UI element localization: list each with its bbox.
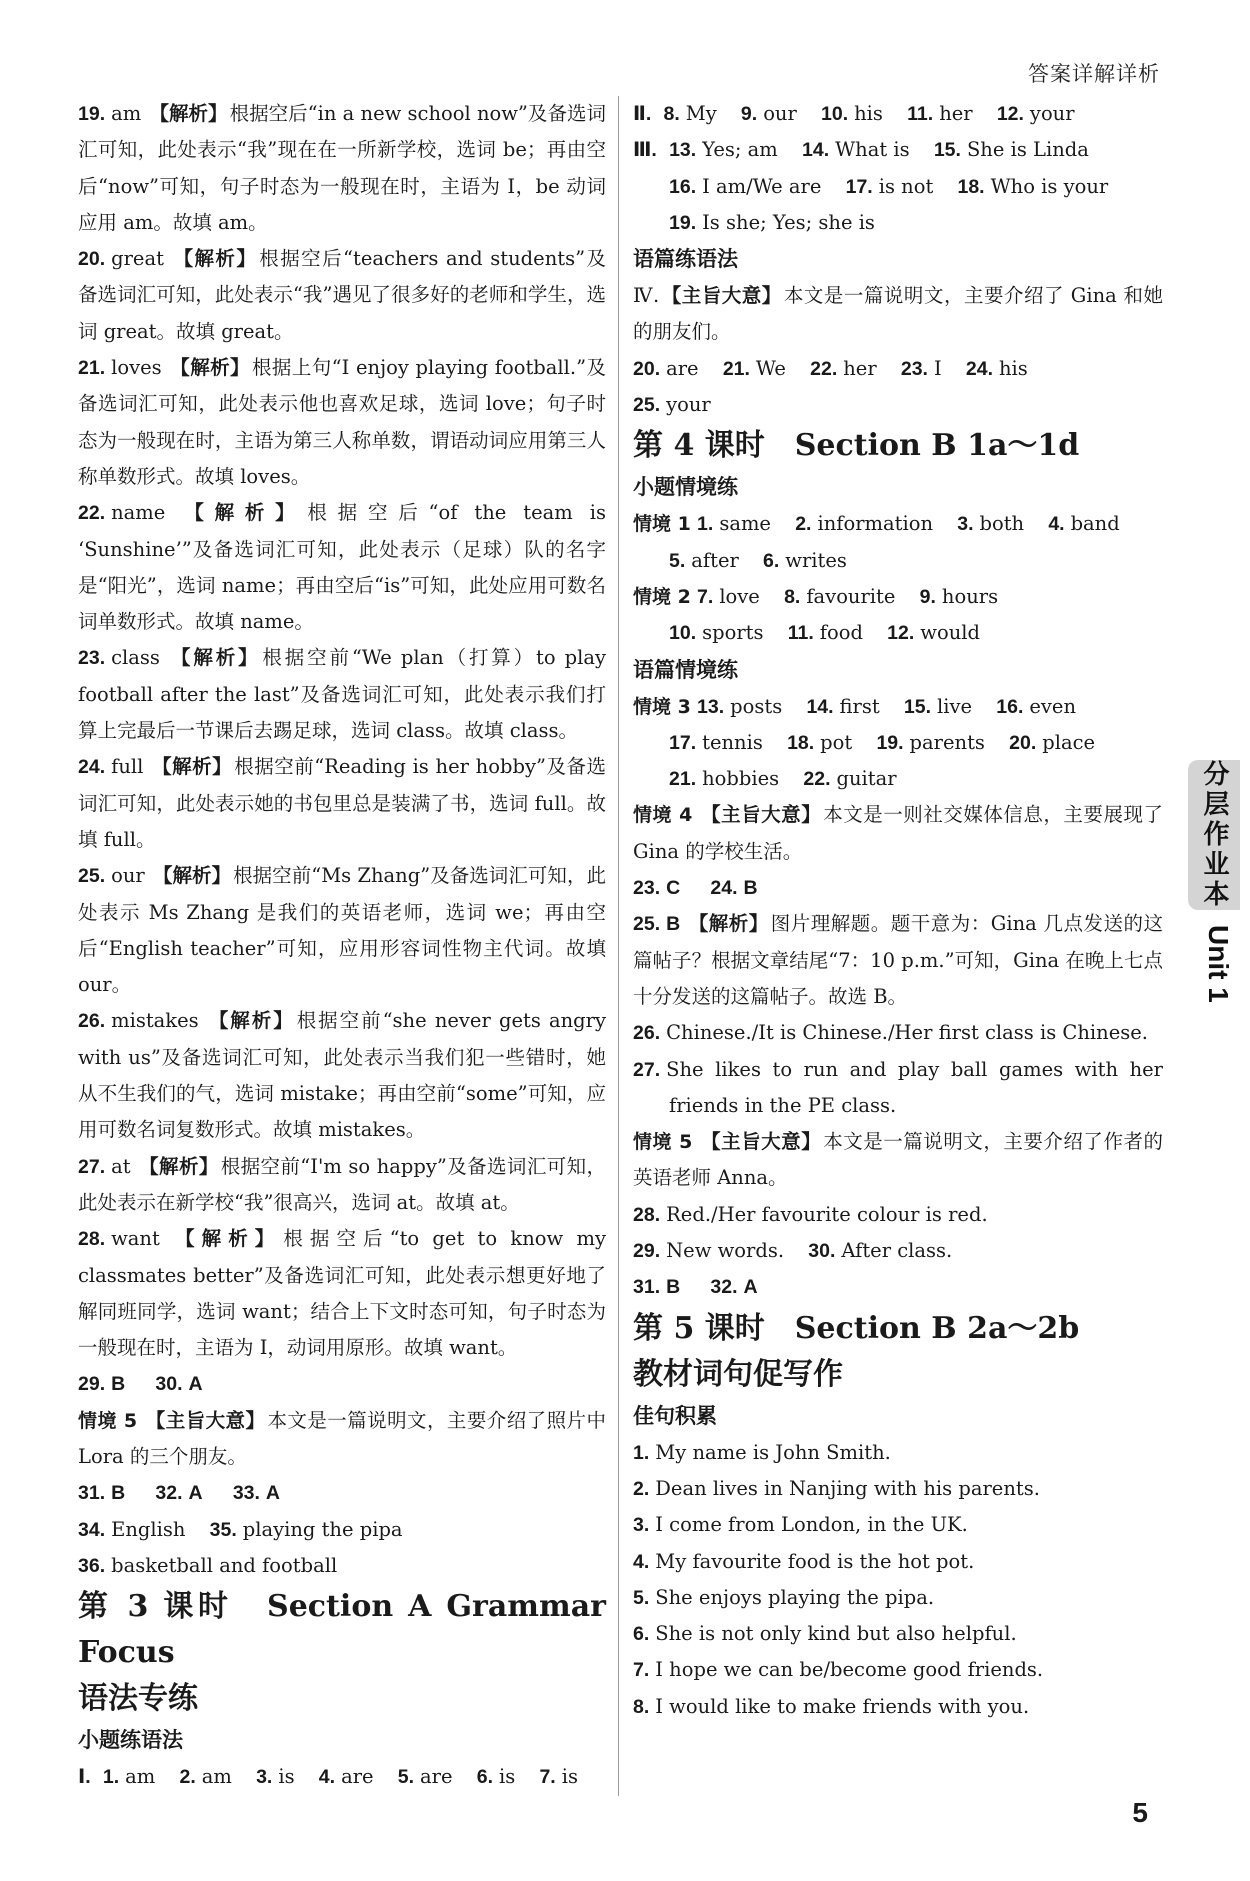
answer-27-scene: 27. She likes to run and play ball games with her friends in the PE class. xyxy=(633,1057,1163,1117)
sentence-2: 2. Dean lives in Nanjing with his parents. xyxy=(633,1476,1040,1500)
answer-26: 26. mistakes 【解析】 根据空前“she never gets angry with us”及备选词汇可知，此处表示当我们犯一些错时，她从不生我们的气，选词 mistake；再由空前“some”可知，应用可数名词复数形式。故填 mistakes。 xyxy=(78,1009,606,1142)
scene-3-line-1: 情境 3 13. posts 14. first 15. live 16. even xyxy=(633,694,1077,718)
roman-4-summary: Ⅳ. 【主旨大意】 本文是一篇说明文，主要介绍了 Gina 和她的朋友们。 xyxy=(633,284,1163,344)
sentence-6: 6. She is not only kind but also helpful. xyxy=(633,1622,1017,1646)
answer-25-grammar: 25. your xyxy=(633,393,711,417)
roman-3-answers-line-1: Ⅲ. 13. Yes; am 14. What is 15. She is Linda xyxy=(633,138,1089,162)
roman-1-answers: Ⅰ. 1. am 2. am 3. is 4. are 5. are 6. is 7. is xyxy=(78,1765,578,1789)
page-number: 5 xyxy=(1132,1797,1148,1828)
scene-2-line-2: 10. sports 11. food 12. would xyxy=(669,621,980,645)
answer-28: 28. want 【解析】 根据空后“to get to know my classmates better”及备选词汇可知，此处表示想更好地了解同班同学，选词 want；结合上下文时态可知，句子时态为一般现在时，主语为 I，动词用原形。故填 want。 xyxy=(78,1227,606,1360)
answers-29-30: 29. B 30. A xyxy=(78,1373,203,1396)
answers-20-24: 20. are 21. We 22. her 23. I 24. his xyxy=(633,356,1028,380)
sentence-4: 4. My favourite food is the hot pot. xyxy=(633,1549,975,1573)
sentence-8: 8. I would like to make friends with you. xyxy=(633,1694,1030,1718)
side-tab-layered-homework: 分层作业本 xyxy=(1188,760,1240,910)
roman-3-answers-line-2: 16. I am/We are 17. is not 18. Who is your xyxy=(669,174,1109,198)
right-column xyxy=(633,96,1163,1725)
scene-5-right-summary: 情境 5 【主旨大意】 本文是一篇说明文，主要介绍了作者的英语老师 Anna。 xyxy=(633,1130,1163,1190)
answer-27: 27. at 【解析】 根据空前“I'm so happy”及备选词汇可知，此处表示在新学校“我”很高兴，选词 at。故填 at。 xyxy=(78,1154,606,1214)
passage-grammar-heading: 语篇练语法 xyxy=(633,247,738,272)
column-divider xyxy=(618,96,619,1796)
answers-31-33: 31. B 32. A 33. A xyxy=(78,1482,281,1505)
answers-31-32-scene: 31. B 32. A xyxy=(633,1276,758,1299)
scene-4-summary: 情境 4 【主旨大意】 本文是一则社交媒体信息，主要展现了 Gina 的学校生活。 xyxy=(633,803,1163,863)
passage-scene-heading: 语篇情境练 xyxy=(633,657,738,682)
answers-29-30-scene: 29. New words. 30. After class. xyxy=(633,1239,953,1263)
answer-22: 22. name 【解析】 根据空后“of the team is ‘Sunshine’”及备选词汇可知，此处表示（足球）队的名字是“阳光”，选词 name；再由空后“is”可知，此处应用可数名词单数形式。故填 name。 xyxy=(78,501,606,634)
roman-3-answers-line-3: 19. Is she; Yes; she is xyxy=(669,210,875,234)
sentence-3: 3. I come from London, in the UK. xyxy=(633,1513,968,1537)
scene-3-line-2: 17. tennis 18. pot 19. parents 20. place xyxy=(669,730,1096,754)
answers-23-24: 23. C 24. B xyxy=(633,877,758,900)
answer-28-scene: 28. Red./Her favourite colour is red. xyxy=(633,1202,988,1226)
scene-2-line-1: 情境 2 7. love 8. favourite 9. hours xyxy=(633,584,999,608)
grammar-exercise-heading: 小题练语法 xyxy=(78,1728,183,1753)
lesson-4-title: 第 4 课时 Section B 1a～1d xyxy=(633,428,1080,464)
sentence-5: 5. She enjoys playing the pipa. xyxy=(633,1585,935,1609)
answer-25-scene: 25. B 【解析】 图片理解题。题干意为：Gina 几点发送的这篇帖子？根据文章结尾“7：10 p.m.”可知，Gina 在晚上七点十分发送的这篇帖子。故选 B。 xyxy=(633,912,1163,1008)
scene-3-line-3: 21. hobbies 22. guitar xyxy=(669,767,897,791)
roman-2-answers: Ⅱ. 8. My 9. our 10. his 11. her 12. your xyxy=(633,102,1075,125)
left-column xyxy=(78,96,606,1795)
side-unit-label: Unit 1 xyxy=(1203,925,1234,1003)
answer-20: 20. great 【解析】 根据空后“teachers and students”及备选词汇可知，此处表示“我”遇见了很多好的老师和学生，选词 great。故填 great。 xyxy=(78,247,606,343)
answer-24: 24. full 【解析】 根据空前“Reading is her hobby”及备选词汇可知，此处表示她的书包里总是装满了书，选词 full。故填 full。 xyxy=(78,755,606,851)
answer-25: 25. our 【解析】 根据空前“Ms Zhang”及备选词汇可知，此处表示 Ms Zhang 是我们的英语老师，选词 we；再由空后“English teacher”可知，应用形容词性物主代词。故填 our。 xyxy=(78,864,606,997)
answer-21: 21. loves 【解析】 根据上句“I enjoy playing football.”及备选词汇可知，此处表示他也喜欢足球，选词 love；句子时态为一般现在时，主语为第三人称单数，谓语动词应用第三人称单数形式。故填 loves。 xyxy=(78,356,606,488)
scene-1-line-2: 5. after 6. writes xyxy=(669,548,847,572)
small-scene-heading: 小题情境练 xyxy=(633,475,738,500)
answer-36: 36. basketball and football xyxy=(78,1553,338,1577)
page-header-title: 答案详解详析 xyxy=(1028,62,1160,86)
answer-23: 23. class 【解析】 根据空前“We plan（打算）to play football after the last”及备选词汇可知，此处表示我们打算上完最后一节课后去踢足球，选词 class。故填 class。 xyxy=(78,646,606,743)
scene-5-summary: 情境 5 【主旨大意】 本文是一篇说明文，主要介绍了照片中 Lora 的三个朋友。 xyxy=(78,1408,606,1468)
lesson-3-title: 第 3 课时 Section A Grammar Focus xyxy=(78,1589,606,1671)
lesson-5-title: 第 5 课时 Section B 2a～2b xyxy=(633,1310,1080,1346)
answers-34-35: 34. English 35. playing the pipa xyxy=(78,1517,403,1541)
answer-19: 19. am 【解析】 根据空后“in a new school now”及备选词汇可知，此处表示“我”现在在一所新学校，选词 be；再由空后“now”可知，句子时态为一般现在时，主语为 I，be 动词应用 am。故填 am。 xyxy=(78,102,607,234)
good-sentences-heading: 佳句积累 xyxy=(633,1403,717,1428)
answer-26-scene: 26. Chinese./It is Chinese./Her first class is Chinese. xyxy=(633,1021,1148,1045)
lesson-3-subtitle: 语法专练 xyxy=(78,1681,198,1717)
sentence-1: 1. My name is John Smith. xyxy=(633,1440,891,1464)
lesson-5-subtitle: 教材词句促写作 xyxy=(633,1356,843,1392)
scene-1-line-1: 情境 1 1. same 2. information 3. both 4. band xyxy=(633,512,1120,536)
sentence-7: 7. I hope we can be/become good friends. xyxy=(633,1658,1044,1682)
